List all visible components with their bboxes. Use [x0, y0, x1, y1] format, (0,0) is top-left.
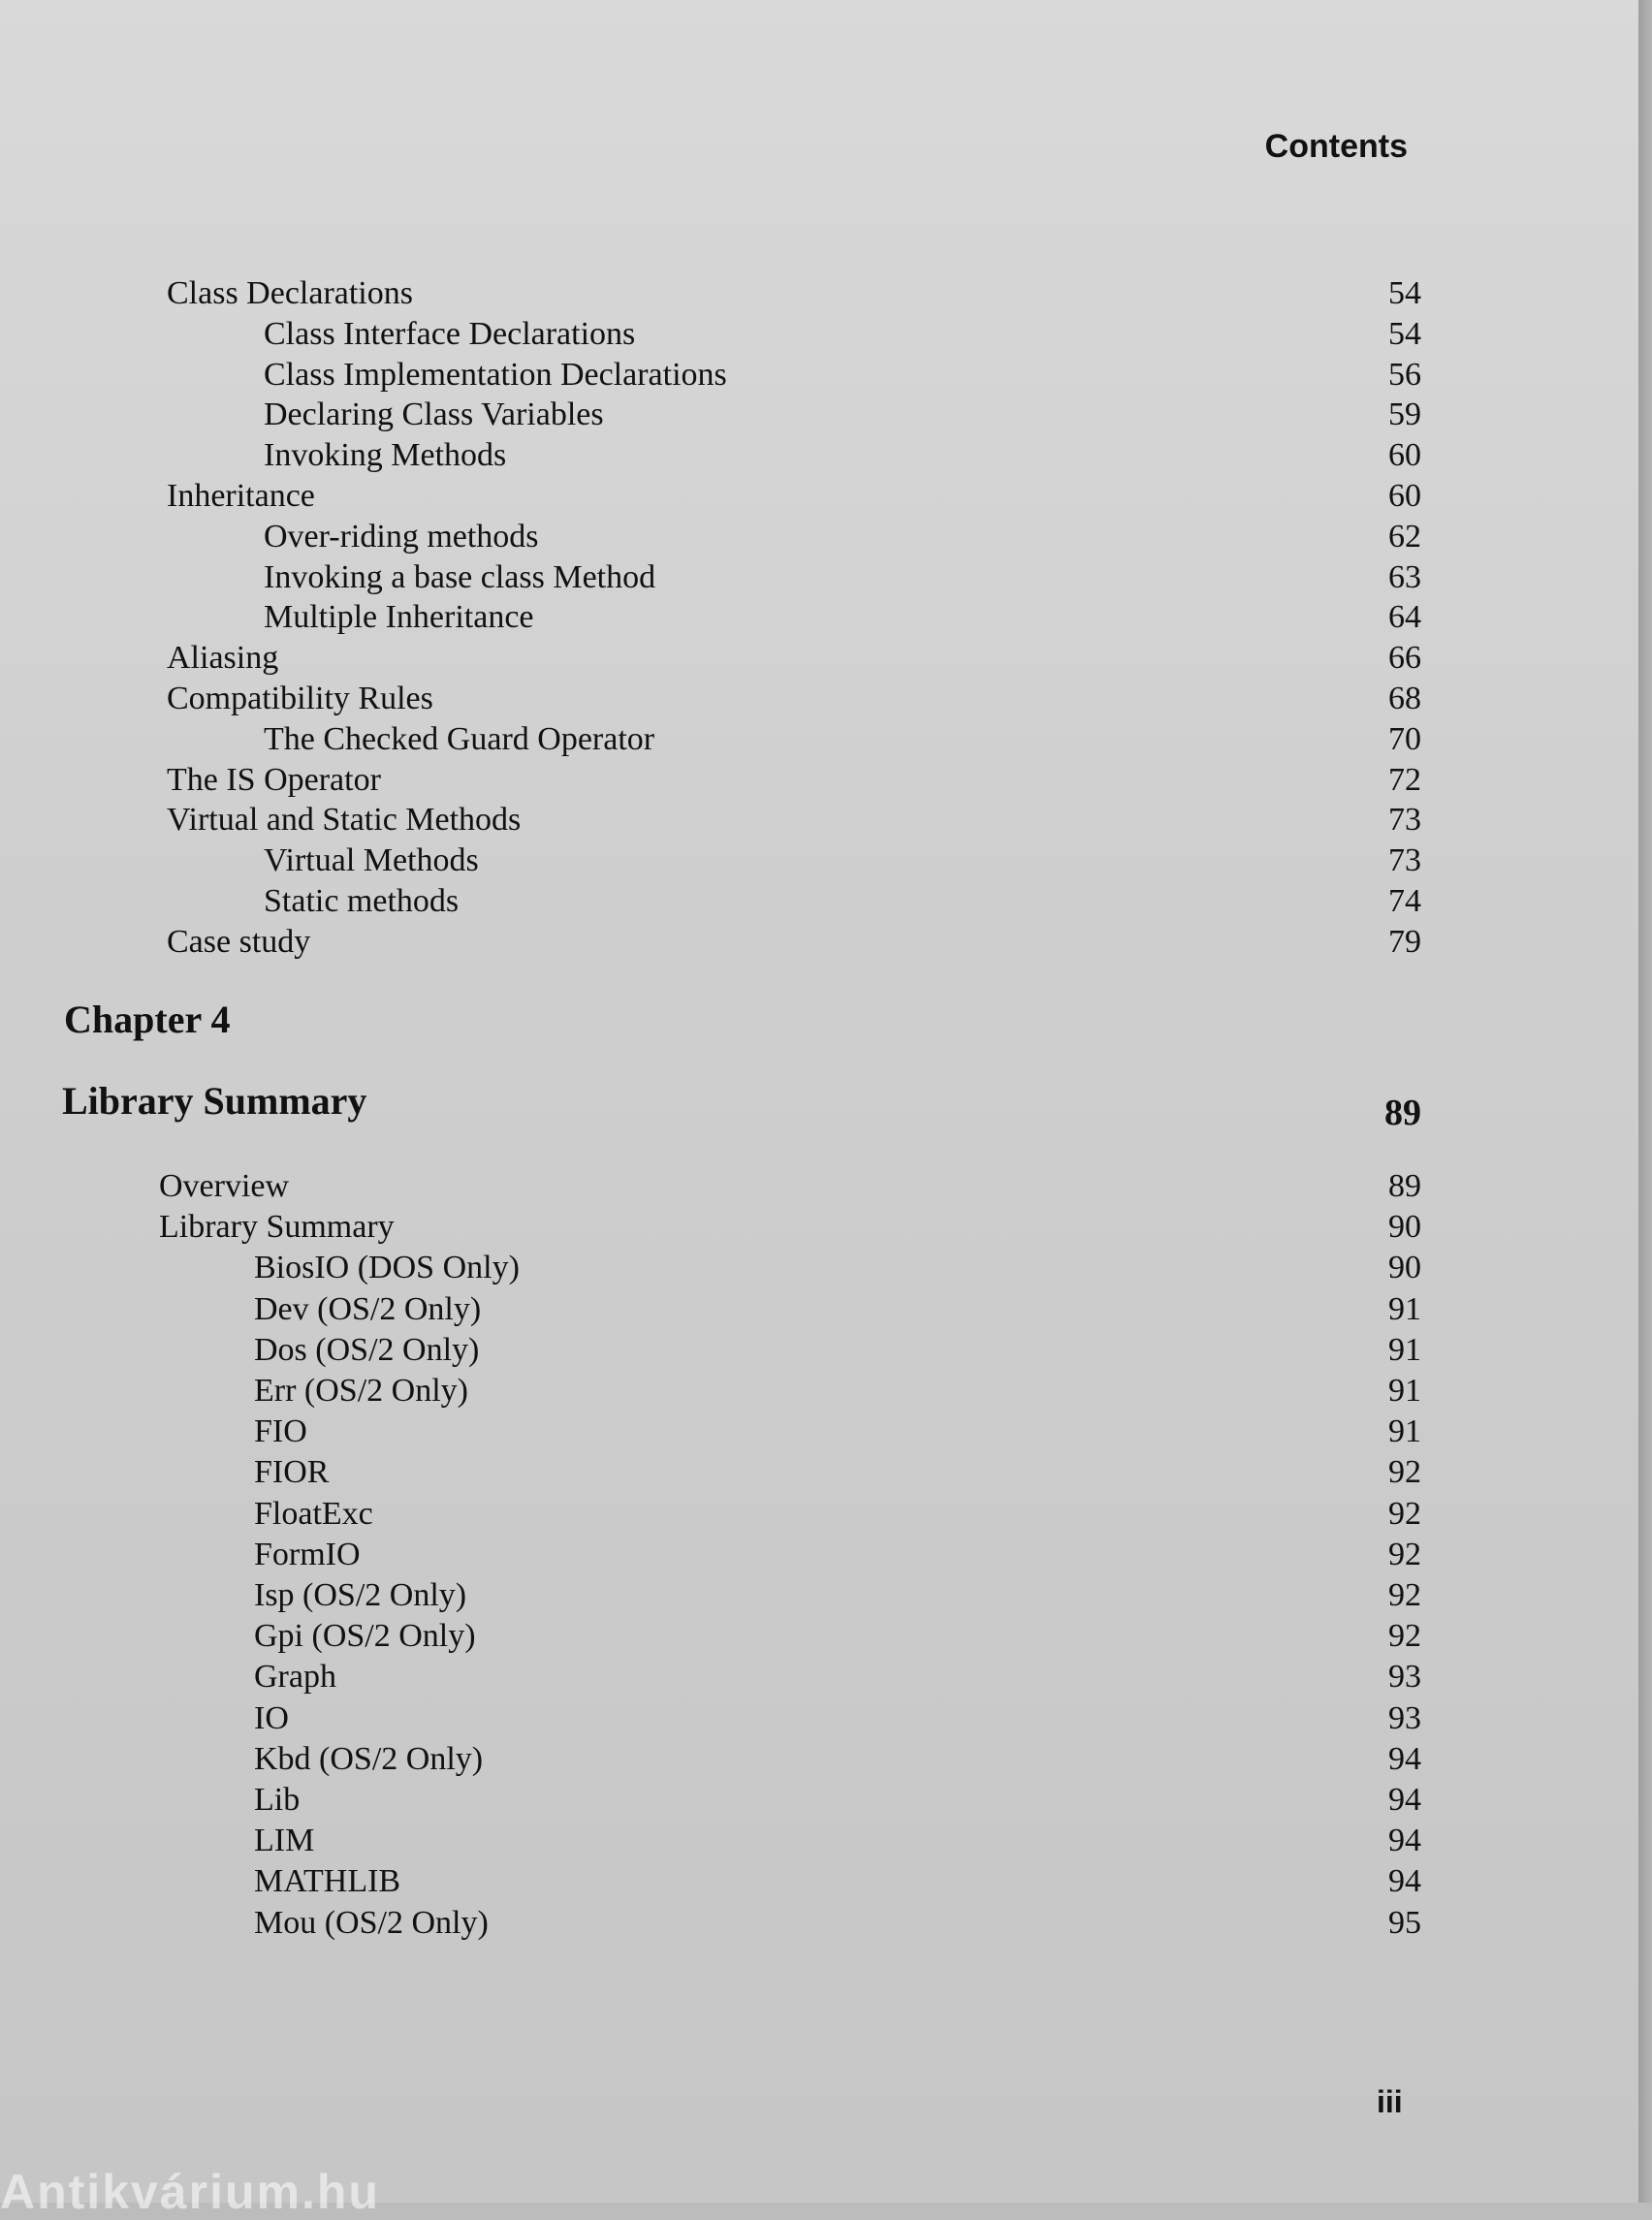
running-header: Contents: [1264, 128, 1408, 165]
toc-entry-page: 94: [1388, 1782, 1421, 1818]
toc-entry: [0, 1700, 1454, 1741]
toc-entry: [0, 1863, 1454, 1904]
toc-entry-label: Mou (OS/2 Only): [254, 1904, 489, 1941]
toc-entry: [0, 1659, 1454, 1699]
page-edge: [1638, 0, 1652, 2203]
toc-entry-page: 93: [1388, 1659, 1421, 1696]
toc-entry-page: 92: [1388, 1495, 1421, 1532]
toc-entry: [0, 1782, 1454, 1823]
toc-entry-label: The IS Operator: [167, 761, 381, 798]
toc-entry-page: 94: [1388, 1740, 1421, 1777]
toc-entry-page: 60: [1388, 437, 1421, 474]
toc-entry: [0, 762, 1454, 803]
toc-entry: [0, 357, 1454, 397]
toc-entry-label: Case study: [167, 923, 311, 960]
toc-entry-page: 90: [1388, 1209, 1421, 1246]
toc-entry: [0, 1250, 1454, 1290]
toc-entry-page: 64: [1388, 599, 1421, 636]
toc-entry-label: Dev (OS/2 Only): [254, 1290, 482, 1327]
toc-entry-page: 94: [1388, 1863, 1421, 1900]
toc-entry-label: FIO: [254, 1413, 307, 1450]
toc-entry-page: 91: [1388, 1290, 1421, 1327]
toc-entry-label: The Checked Guard Operator: [264, 720, 655, 757]
toc-entry: [0, 924, 1454, 965]
toc-entry-label: Kbd (OS/2 Only): [254, 1740, 484, 1777]
toc-entry: [0, 396, 1454, 437]
toc-entry: [0, 842, 1454, 883]
toc-entry: [0, 1332, 1454, 1373]
toc-entry-label: IO: [254, 1699, 289, 1736]
toc-entry-page: 91: [1388, 1373, 1421, 1409]
toc-entry-label: Class Declarations: [167, 275, 413, 311]
toc-entry-label: Compatibility Rules: [167, 681, 433, 716]
chapter-page-number: 89: [1384, 1093, 1421, 1133]
toc-entry-page: 92: [1388, 1618, 1421, 1655]
toc-entry-label: Isp (OS/2 Only): [254, 1577, 467, 1613]
toc-entry-page: 59: [1388, 396, 1421, 433]
toc-entry-page: 91: [1388, 1331, 1421, 1368]
toc-entry: [0, 1209, 1454, 1250]
toc-entry: [0, 1454, 1454, 1495]
toc-entry: [0, 1577, 1454, 1618]
toc-entry-label: FloatExc: [254, 1495, 373, 1532]
toc-entry-page: 68: [1388, 681, 1421, 716]
toc-entry: [0, 1741, 1454, 1782]
toc-entry-page: 72: [1388, 761, 1421, 798]
toc-entry-page: 92: [1388, 1536, 1421, 1572]
chapter-number: Chapter 4: [64, 998, 231, 1041]
toc-entry-label: Invoking a base class Method: [264, 558, 656, 595]
toc-entry-page: 92: [1388, 1577, 1421, 1613]
watermark-logo: Antikvárium.hu: [0, 2165, 380, 2219]
toc-entry: [0, 1373, 1454, 1413]
toc-entry-page: 89: [1388, 1168, 1421, 1204]
toc-entry-label: MATHLIB: [254, 1863, 401, 1900]
toc-entry: [0, 599, 1454, 640]
toc-entry-page: 62: [1388, 518, 1421, 555]
toc-entry-label: Inheritance: [167, 478, 315, 514]
toc-entry: [0, 1905, 1454, 1946]
toc-entry: [0, 1823, 1454, 1863]
toc-entry: [0, 437, 1454, 478]
toc-entry: [0, 519, 1454, 559]
toc-entry-label: Graph: [254, 1659, 336, 1696]
toc-entry: [0, 802, 1454, 842]
toc-entry: [0, 275, 1454, 316]
toc-entry-page: 92: [1388, 1454, 1421, 1491]
toc-entry: [0, 559, 1454, 600]
chapter-title: Library Summary: [62, 1079, 367, 1123]
toc-entry-label: Static methods: [264, 883, 460, 919]
page-folio: iii: [1377, 2084, 1403, 2119]
toc-entry-page: 70: [1388, 720, 1421, 757]
toc-entry-label: Over-riding methods: [264, 518, 539, 555]
toc-entry: [0, 883, 1454, 924]
toc-entry-label: Virtual Methods: [264, 842, 479, 879]
toc-entry: [0, 1291, 1454, 1332]
toc-entry-page: 93: [1388, 1699, 1421, 1736]
toc-entry: [0, 1496, 1454, 1537]
toc-entry-label: Class Interface Declarations: [264, 315, 636, 352]
toc-entry-label: Declaring Class Variables: [264, 396, 604, 433]
toc-entry-page: 73: [1388, 842, 1421, 879]
toc-entry-label: Dos (OS/2 Only): [254, 1331, 480, 1368]
toc-entry-label: Library Summary: [159, 1209, 395, 1246]
toc-entry-page: 60: [1388, 478, 1421, 514]
toc-entry-page: 66: [1388, 640, 1421, 677]
toc-entry-page: 74: [1388, 883, 1421, 919]
toc-entry-label: Gpi (OS/2 Only): [254, 1618, 476, 1655]
toc-entry: [0, 1537, 1454, 1577]
toc-entry-page: 90: [1388, 1250, 1421, 1286]
toc-entry: [0, 316, 1454, 357]
toc-entry: [0, 640, 1454, 681]
toc-entry-page: 63: [1388, 558, 1421, 595]
toc-entry-page: 54: [1388, 315, 1421, 352]
toc-entry-label: Aliasing: [167, 640, 279, 677]
toc-entry: [0, 1413, 1454, 1454]
toc-entry-label: FIOR: [254, 1454, 330, 1491]
toc-entry-label: Overview: [159, 1168, 290, 1204]
toc-entry-page: 73: [1388, 802, 1421, 839]
toc-entry-label: Lib: [254, 1782, 301, 1818]
toc-entry-page: 94: [1388, 1823, 1421, 1859]
toc-entry: [0, 1618, 1454, 1659]
toc-entry-label: LIM: [254, 1823, 315, 1859]
toc-entry-page: 91: [1388, 1413, 1421, 1450]
toc-entry: [0, 681, 1454, 721]
toc-entry: [0, 1168, 1454, 1209]
toc-entry: [0, 721, 1454, 762]
toc-entry: [0, 478, 1454, 519]
toc-entry-label: FormIO: [254, 1536, 361, 1572]
toc-entry-label: Virtual and Static Methods: [167, 802, 522, 839]
toc-entry-label: Multiple Inheritance: [264, 599, 534, 636]
toc-entry-page: 56: [1388, 356, 1421, 393]
toc-entry-page: 54: [1388, 275, 1421, 311]
toc-entry-label: Class Implementation Declarations: [264, 356, 727, 393]
toc-entry-page: 95: [1388, 1904, 1421, 1941]
toc-entry-label: Err (OS/2 Only): [254, 1373, 468, 1409]
toc-entry-page: 79: [1388, 923, 1421, 960]
toc-entry-label: Invoking Methods: [264, 437, 507, 474]
toc-entry-label: BiosIO (DOS Only): [254, 1250, 520, 1286]
